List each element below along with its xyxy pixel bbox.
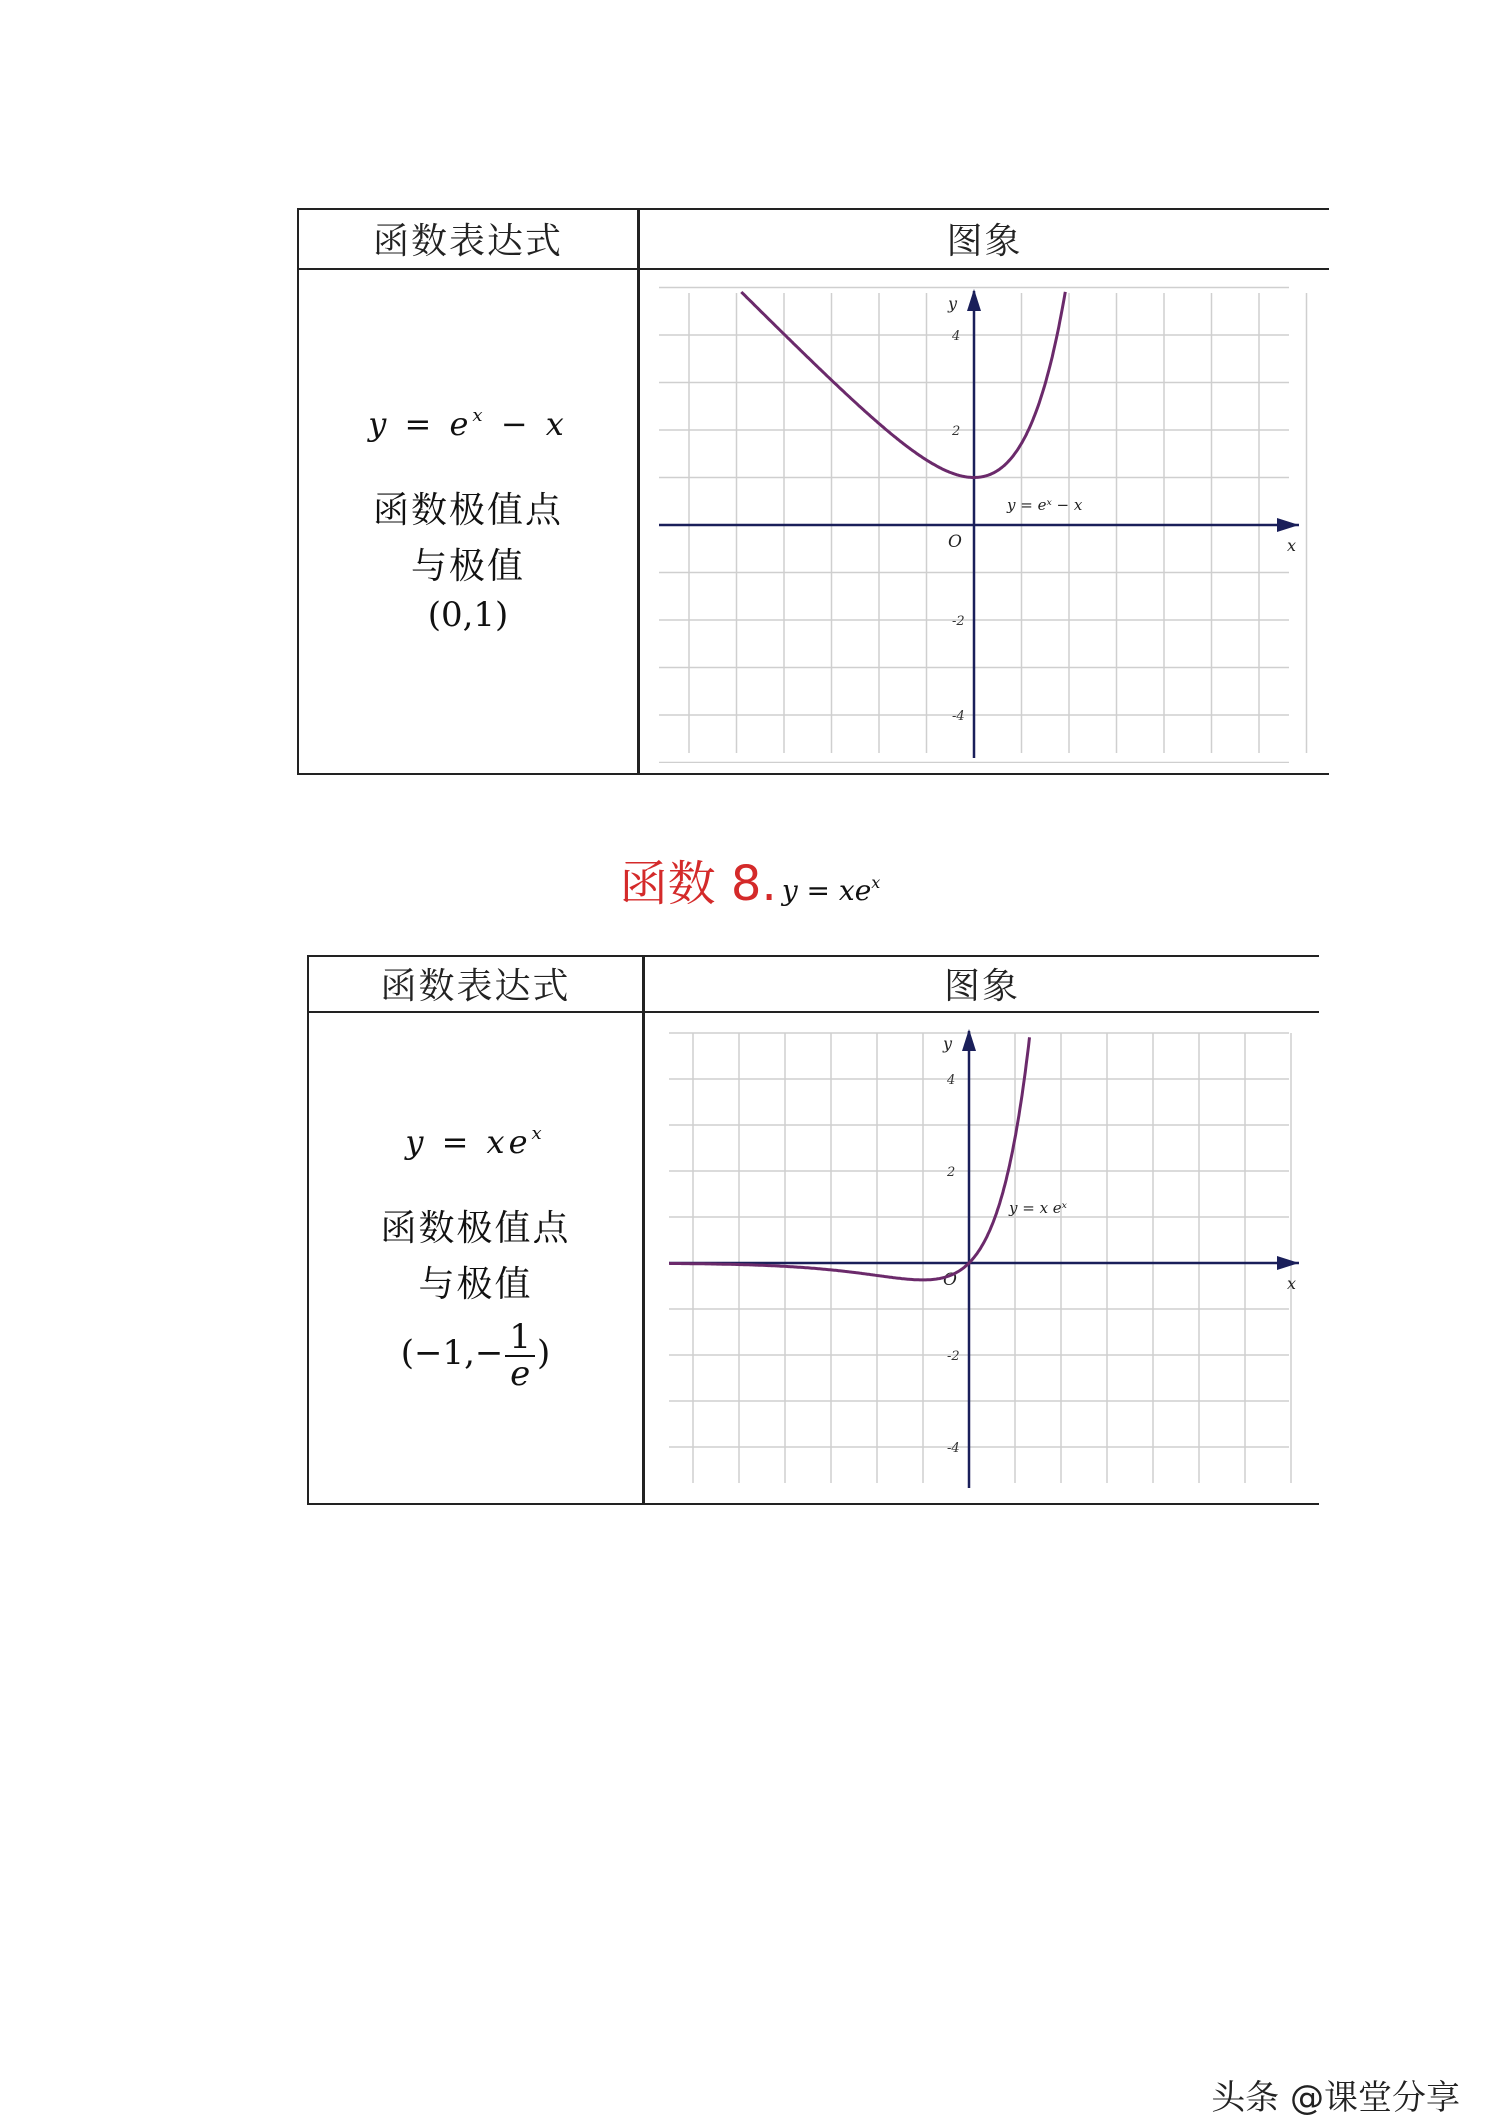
function-table-1 — [297, 208, 1329, 775]
x-axis-arrow — [1277, 1256, 1299, 1270]
x-axis-arrow — [1277, 518, 1299, 532]
x-axis-label: x — [1287, 1274, 1297, 1293]
curve-label: y = x eˣ — [1009, 1199, 1068, 1217]
origin-label: O — [948, 532, 962, 552]
extremum-caption-line2: 与极值 — [410, 546, 525, 587]
function-graph-1 — [659, 283, 1309, 763]
header-expression: 函数表达式 — [372, 220, 563, 262]
header-expression: 函数表达式 — [380, 965, 571, 1007]
extremum-caption-line1: 函数极值点 — [372, 490, 563, 531]
expression-cell — [309, 1013, 642, 1501]
header-graph: 图象 — [946, 220, 1023, 262]
tick-label: -2 — [947, 1349, 960, 1364]
extremum-value: (−1,− $\frac{1}{e}$ ) — [400, 1317, 551, 1394]
header-graph: 图象 — [943, 965, 1020, 1007]
tick-label: 4 — [947, 1073, 956, 1088]
function-graph-2 — [669, 1023, 1309, 1493]
section-title — [0, 845, 1500, 914]
tick-label: -4 — [947, 1441, 960, 1456]
extremum-caption-line2: 与极值 — [418, 1264, 533, 1305]
curve-label: y = eˣ − x — [1007, 496, 1083, 514]
tick-label: -4 — [952, 709, 965, 724]
formula: $y = xe^x$ — [405, 1123, 546, 1161]
y-axis-arrow — [967, 289, 981, 311]
section-equation: $y = xe^x$ — [781, 873, 881, 907]
fraction: $\frac{1}{e}$ — [505, 1319, 535, 1391]
y-axis-label: y — [948, 294, 958, 313]
tick-label: 2 — [952, 424, 961, 439]
function-curve — [669, 1037, 1030, 1280]
function-curve — [741, 292, 1065, 478]
section-heading: 函数 8. — [619, 856, 777, 912]
grid — [669, 1033, 1291, 1483]
table-column-divider — [642, 955, 645, 1503]
y-axis-label: y — [943, 1034, 953, 1053]
tick-label: 4 — [952, 329, 961, 344]
watermark: 头条 @课堂分享 — [1211, 2078, 1460, 2118]
tick-label: 2 — [947, 1165, 956, 1180]
formula: $y = e^x - x$ — [368, 405, 568, 443]
function-table-2 — [307, 955, 1319, 1505]
table-column-divider — [637, 208, 640, 773]
extremum-value: (0,1) — [427, 595, 509, 635]
extremum-caption-line1: 函数极值点 — [380, 1208, 571, 1249]
x-axis-label: x — [1287, 536, 1297, 555]
origin-label: O — [943, 1270, 957, 1290]
tick-label: -2 — [952, 614, 965, 629]
expression-cell — [299, 270, 637, 770]
